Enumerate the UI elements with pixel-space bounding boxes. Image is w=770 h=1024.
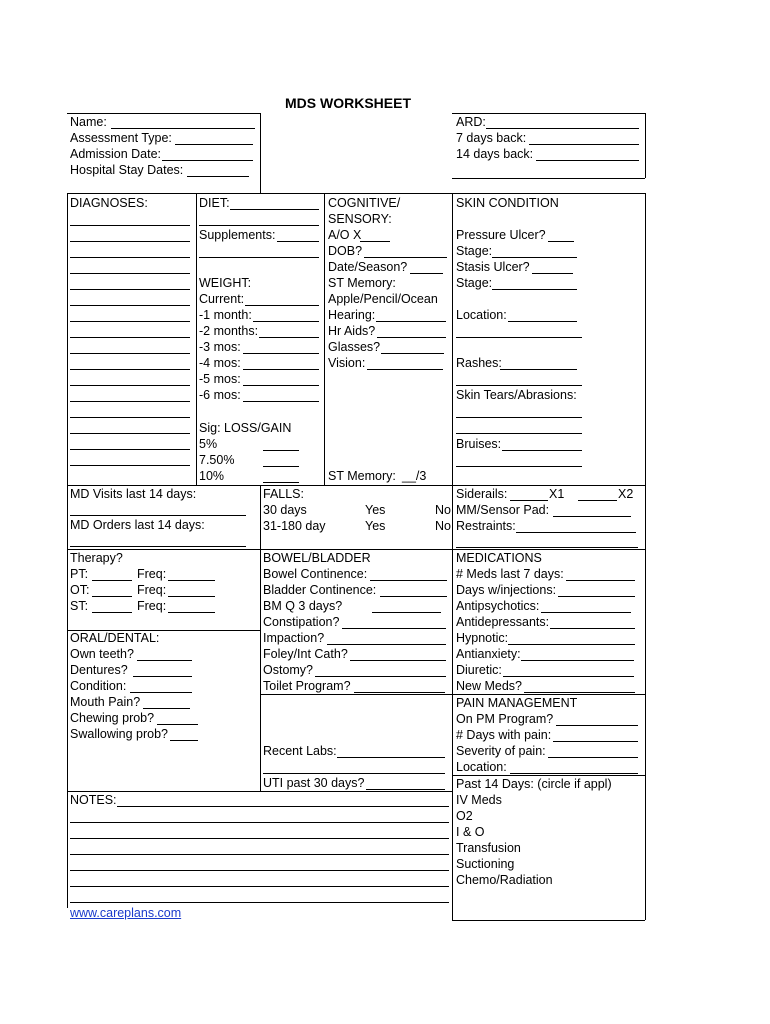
- diuretic-label: Diuretic:: [456, 663, 502, 677]
- skin-location-label: Location:: [456, 308, 507, 322]
- impaction-label: Impaction?: [263, 631, 325, 645]
- pain-location-label: Location:: [456, 760, 507, 774]
- md-visits-field[interactable]: [70, 515, 246, 516]
- bowel-continence-label: Bowel Continence:: [263, 567, 368, 581]
- days-injections-label: Days w/injections:: [456, 583, 557, 597]
- rashes-field-2[interactable]: [456, 385, 582, 386]
- diagnosis-line[interactable]: [70, 321, 190, 322]
- new-meds-field[interactable]: [524, 692, 635, 693]
- weight-5mo-label: -5 mos:: [199, 372, 241, 386]
- weight-2mo-field[interactable]: [259, 337, 319, 338]
- severity-label: Severity of pain:: [456, 744, 546, 758]
- diagnosis-line[interactable]: [70, 257, 190, 258]
- siderails-x2-field[interactable]: [578, 500, 617, 501]
- iv-meds-option[interactable]: IV Meds: [456, 793, 502, 807]
- md-visits-label: MD Visits last 14 days:: [70, 487, 197, 501]
- ao-label: A/O X: [328, 228, 362, 242]
- chewing-label: Chewing prob?: [70, 711, 155, 725]
- transfusion-option[interactable]: Transfusion: [456, 841, 521, 855]
- weight-3mo-label: -3 mos:: [199, 340, 241, 354]
- hearing-field[interactable]: [376, 321, 446, 322]
- toilet-program-label: Toilet Program?: [263, 679, 351, 693]
- uti-field[interactable]: [366, 789, 445, 790]
- falls-30-no[interactable]: No: [435, 503, 451, 517]
- notes-label: NOTES:: [70, 793, 117, 807]
- sensory-label: SENSORY:: [328, 212, 392, 226]
- vision-label: Vision:: [328, 356, 366, 370]
- name-field[interactable]: [111, 128, 255, 129]
- notes-field[interactable]: [117, 806, 449, 807]
- antipsychotics-label: Antipsychotics:: [456, 599, 540, 613]
- date-season-label: Date/Season?: [328, 260, 408, 274]
- diagnosis-line[interactable]: [70, 465, 190, 466]
- bowel-continence-field[interactable]: [370, 580, 447, 581]
- siderails-x1-label: X1: [549, 487, 565, 501]
- glasses-label: Glasses?: [328, 340, 381, 354]
- diagnosis-line[interactable]: [70, 289, 190, 290]
- pct-5-label: 5%: [199, 437, 218, 451]
- md-orders-field[interactable]: [70, 546, 246, 547]
- impaction-field[interactable]: [327, 644, 446, 645]
- st-memory-label: ST Memory:: [328, 276, 396, 290]
- i-and-o-option[interactable]: I & O: [456, 825, 485, 839]
- pct-10-label: 10%: [199, 469, 225, 483]
- supplements-field-2[interactable]: [199, 257, 319, 258]
- seven-days-field[interactable]: [529, 144, 639, 145]
- stasis-ulcer-field[interactable]: [532, 273, 573, 274]
- pm-program-field[interactable]: [556, 725, 638, 726]
- st-memory-score-label: ST Memory:: [328, 469, 396, 483]
- hr-aids-field[interactable]: [377, 337, 446, 338]
- notes-line[interactable]: [70, 822, 449, 823]
- pressure-stage-label: Stage:: [456, 244, 493, 258]
- assessment-type-label: Assessment Type:: [70, 131, 172, 145]
- recent-labs-field-2[interactable]: [263, 773, 445, 774]
- weight-4mo-field[interactable]: [243, 369, 319, 370]
- pt-freq-field[interactable]: [168, 580, 215, 581]
- notes-line[interactable]: [70, 886, 449, 887]
- oral-dental-label: ORAL/DENTAL:: [70, 631, 160, 645]
- weight-1mo-field[interactable]: [253, 321, 319, 322]
- stasis-stage-field[interactable]: [492, 289, 577, 290]
- restraints-field[interactable]: [516, 532, 636, 533]
- pressure-ulcer-label: Pressure Ulcer?: [456, 228, 546, 242]
- st-freq-label: Freq:: [137, 599, 167, 613]
- falls-30-days-label: 30 days: [263, 503, 307, 517]
- diet-field[interactable]: [230, 209, 319, 210]
- diagnosis-line[interactable]: [70, 305, 190, 306]
- ot-freq-label: Freq:: [137, 583, 167, 597]
- vision-field[interactable]: [367, 369, 443, 370]
- stasis-ulcer-label: Stasis Ulcer?: [456, 260, 530, 274]
- pct-5-field[interactable]: [263, 450, 299, 451]
- diet-field-2[interactable]: [199, 225, 319, 226]
- bladder-continence-label: Bladder Continence:: [263, 583, 377, 597]
- diuretic-field[interactable]: [503, 676, 634, 677]
- weight-label: WEIGHT:: [199, 276, 252, 290]
- weight-3mo-field[interactable]: [243, 353, 319, 354]
- antidepressants-field[interactable]: [550, 628, 635, 629]
- careplans-link[interactable]: www.careplans.com: [70, 906, 182, 920]
- pressure-stage-field[interactable]: [492, 257, 577, 258]
- mouth-pain-field[interactable]: [143, 708, 190, 709]
- fourteen-days-field[interactable]: [536, 160, 639, 161]
- diagnosis-line[interactable]: [70, 273, 190, 274]
- weight-5mo-field[interactable]: [243, 385, 319, 386]
- pct-7-5-label: 7.50%: [199, 453, 235, 467]
- admission-date-field[interactable]: [162, 160, 253, 161]
- falls-label: FALLS:: [263, 487, 304, 501]
- pct-10-field[interactable]: [263, 482, 299, 483]
- st-label: ST:: [70, 599, 89, 613]
- st-memory-denominator: __/3: [402, 469, 427, 483]
- bruises-field-2[interactable]: [456, 466, 582, 467]
- falls-30-yes[interactable]: Yes: [365, 503, 386, 517]
- constipation-field[interactable]: [342, 628, 446, 629]
- mm-sensor-pad-field[interactable]: [553, 516, 631, 517]
- seven-days-label: 7 days back:: [456, 131, 527, 145]
- bm-q3-label: BM Q 3 days?: [263, 599, 343, 613]
- meds-last-7-field[interactable]: [566, 580, 635, 581]
- antianxiety-field[interactable]: [521, 660, 634, 661]
- cognitive-label: COGNITIVE/: [328, 196, 401, 210]
- meds-last-7-label: # Meds last 7 days:: [456, 567, 564, 581]
- siderails-x2-label: X2: [618, 487, 634, 501]
- pressure-ulcer-field[interactable]: [548, 241, 574, 242]
- diagnoses-label: DIAGNOSES:: [70, 196, 148, 210]
- notes-line[interactable]: [70, 854, 449, 855]
- siderails-label: Siderails:: [456, 487, 508, 501]
- restraints-label: Restraints:: [456, 519, 516, 533]
- constipation-label: Constipation?: [263, 615, 340, 629]
- hospital-stay-field[interactable]: [187, 176, 249, 177]
- condition-field[interactable]: [130, 692, 192, 693]
- days-injections-field[interactable]: [558, 596, 635, 597]
- hypnotic-field[interactable]: [508, 644, 635, 645]
- skin-tears-field-2[interactable]: [456, 433, 582, 434]
- toilet-program-field[interactable]: [354, 692, 445, 693]
- antipsychotics-field[interactable]: [541, 612, 631, 613]
- notes-line[interactable]: [70, 870, 449, 871]
- pt-label: PT:: [70, 567, 89, 581]
- weight-6mo-field[interactable]: [243, 401, 319, 402]
- pm-program-label: On PM Program?: [456, 712, 554, 726]
- suctioning-option[interactable]: Suctioning: [456, 857, 515, 871]
- diet-label: DIET:: [199, 196, 230, 210]
- hearing-label: Hearing:: [328, 308, 376, 322]
- pain-management-label: PAIN MANAGEMENT: [456, 696, 578, 710]
- own-teeth-field[interactable]: [137, 660, 192, 661]
- mouth-pain-label: Mouth Pain?: [70, 695, 141, 709]
- dob-label: DOB?: [328, 244, 363, 258]
- ot-freq-field[interactable]: [168, 596, 215, 597]
- name-label: Name:: [70, 115, 107, 129]
- glasses-field[interactable]: [381, 353, 444, 354]
- diagnosis-line[interactable]: [70, 225, 190, 226]
- bm-q3-field[interactable]: [372, 612, 441, 613]
- mm-sensor-pad-label: MM/Sensor Pad:: [456, 503, 550, 517]
- st-freq-field[interactable]: [168, 612, 215, 613]
- ot-field[interactable]: [92, 596, 132, 597]
- notes-line[interactable]: [70, 838, 449, 839]
- o2-option[interactable]: O2: [456, 809, 473, 823]
- pain-location-field[interactable]: [510, 773, 638, 774]
- diagnosis-line[interactable]: [70, 433, 190, 434]
- rashes-label: Rashes:: [456, 356, 502, 370]
- antidepressants-label: Antidepressants:: [456, 615, 550, 629]
- falls-180-days-label: 31-180 day: [263, 519, 326, 533]
- medications-label: MEDICATIONS: [456, 551, 542, 565]
- pt-freq-label: Freq:: [137, 567, 167, 581]
- swallowing-field[interactable]: [170, 740, 198, 741]
- ard-label: ARD:: [456, 115, 486, 129]
- admission-date-label: Admission Date:: [70, 147, 162, 161]
- condition-label: Condition:: [70, 679, 127, 693]
- rashes-field[interactable]: [500, 369, 577, 370]
- hospital-stay-label: Hospital Stay Dates:: [70, 163, 184, 177]
- notes-line[interactable]: [70, 902, 449, 903]
- new-meds-label: New Meds?: [456, 679, 522, 693]
- supplements-label: Supplements:: [199, 228, 276, 242]
- pt-field[interactable]: [92, 580, 132, 581]
- weight-current-field[interactable]: [245, 305, 319, 306]
- skin-location-field-2[interactable]: [456, 337, 582, 338]
- fourteen-days-label: 14 days back:: [456, 147, 534, 161]
- weight-current-label: Current:: [199, 292, 245, 306]
- hypnotic-label: Hypnotic:: [456, 631, 509, 645]
- therapy-label: Therapy?: [70, 551, 123, 565]
- recent-labs-field[interactable]: [337, 757, 445, 758]
- diagnosis-line[interactable]: [70, 449, 190, 450]
- falls-180-yes[interactable]: Yes: [365, 519, 386, 533]
- weight-6mo-label: -6 mos:: [199, 388, 241, 402]
- own-teeth-label: Own teeth?: [70, 647, 134, 661]
- diagnosis-line[interactable]: [70, 417, 190, 418]
- ot-label: OT:: [70, 583, 90, 597]
- ostomy-label: Ostomy?: [263, 663, 314, 677]
- antianxiety-label: Antianxiety:: [456, 647, 521, 661]
- sig-loss-gain-label: Sig: LOSS/GAIN: [199, 421, 292, 435]
- md-orders-label: MD Orders last 14 days:: [70, 518, 205, 532]
- foley-label: Foley/Int Cath?: [263, 647, 348, 661]
- falls-180-no[interactable]: No: [435, 519, 451, 533]
- ao-field[interactable]: [360, 241, 390, 242]
- chemo-radiation-option[interactable]: Chemo/Radiation: [456, 873, 553, 887]
- swallowing-label: Swallowing prob?: [70, 727, 168, 741]
- bowel-bladder-label: BOWEL/BLADDER: [263, 551, 371, 565]
- ostomy-field[interactable]: [315, 676, 446, 677]
- assessment-type-field[interactable]: [175, 144, 253, 145]
- stasis-stage-label: Stage:: [456, 276, 493, 290]
- bruises-label: Bruises:: [456, 437, 502, 451]
- pct-7-5-field[interactable]: [263, 466, 299, 467]
- weight-1mo-label: -1 month:: [199, 308, 252, 322]
- recent-labs-label: Recent Labs:: [263, 744, 337, 758]
- diagnosis-line[interactable]: [70, 401, 190, 402]
- dentures-field[interactable]: [133, 676, 192, 677]
- days-with-pain-label: # Days with pain:: [456, 728, 552, 742]
- siderails-x1-field[interactable]: [510, 500, 548, 501]
- skin-condition-label: SKIN CONDITION: [456, 196, 559, 210]
- ard-field[interactable]: [486, 128, 639, 129]
- diagnosis-line[interactable]: [70, 385, 190, 386]
- skin-location-field[interactable]: [508, 321, 577, 322]
- diagnosis-line[interactable]: [70, 241, 190, 242]
- diagnosis-line[interactable]: [70, 353, 190, 354]
- date-season-field[interactable]: [410, 273, 443, 274]
- bruises-field[interactable]: [502, 450, 582, 451]
- diagnosis-line[interactable]: [70, 369, 190, 370]
- weight-4mo-label: -4 mos:: [199, 356, 241, 370]
- skin-tears-field[interactable]: [456, 417, 582, 418]
- diagnosis-line[interactable]: [70, 337, 190, 338]
- weight-2mo-label: -2 months:: [199, 324, 259, 338]
- supplements-field[interactable]: [277, 241, 319, 242]
- restraints-field-2[interactable]: [456, 547, 638, 548]
- dentures-label: Dentures?: [70, 663, 128, 677]
- page-title: MDS WORKSHEET: [285, 95, 411, 111]
- severity-field[interactable]: [548, 757, 638, 758]
- foley-field[interactable]: [350, 660, 446, 661]
- dob-field[interactable]: [364, 257, 447, 258]
- past-14-days-label: Past 14 Days: (circle if appl): [456, 777, 612, 791]
- apple-pencil-ocean-label: Apple/Pencil/Ocean: [328, 292, 438, 306]
- bladder-continence-field[interactable]: [380, 596, 447, 597]
- st-field[interactable]: [92, 612, 132, 613]
- uti-label: UTI past 30 days?: [263, 776, 365, 790]
- chewing-field[interactable]: [157, 724, 198, 725]
- skin-tears-label: Skin Tears/Abrasions:: [456, 388, 577, 402]
- days-with-pain-field[interactable]: [553, 741, 638, 742]
- hr-aids-label: Hr Aids?: [328, 324, 376, 338]
